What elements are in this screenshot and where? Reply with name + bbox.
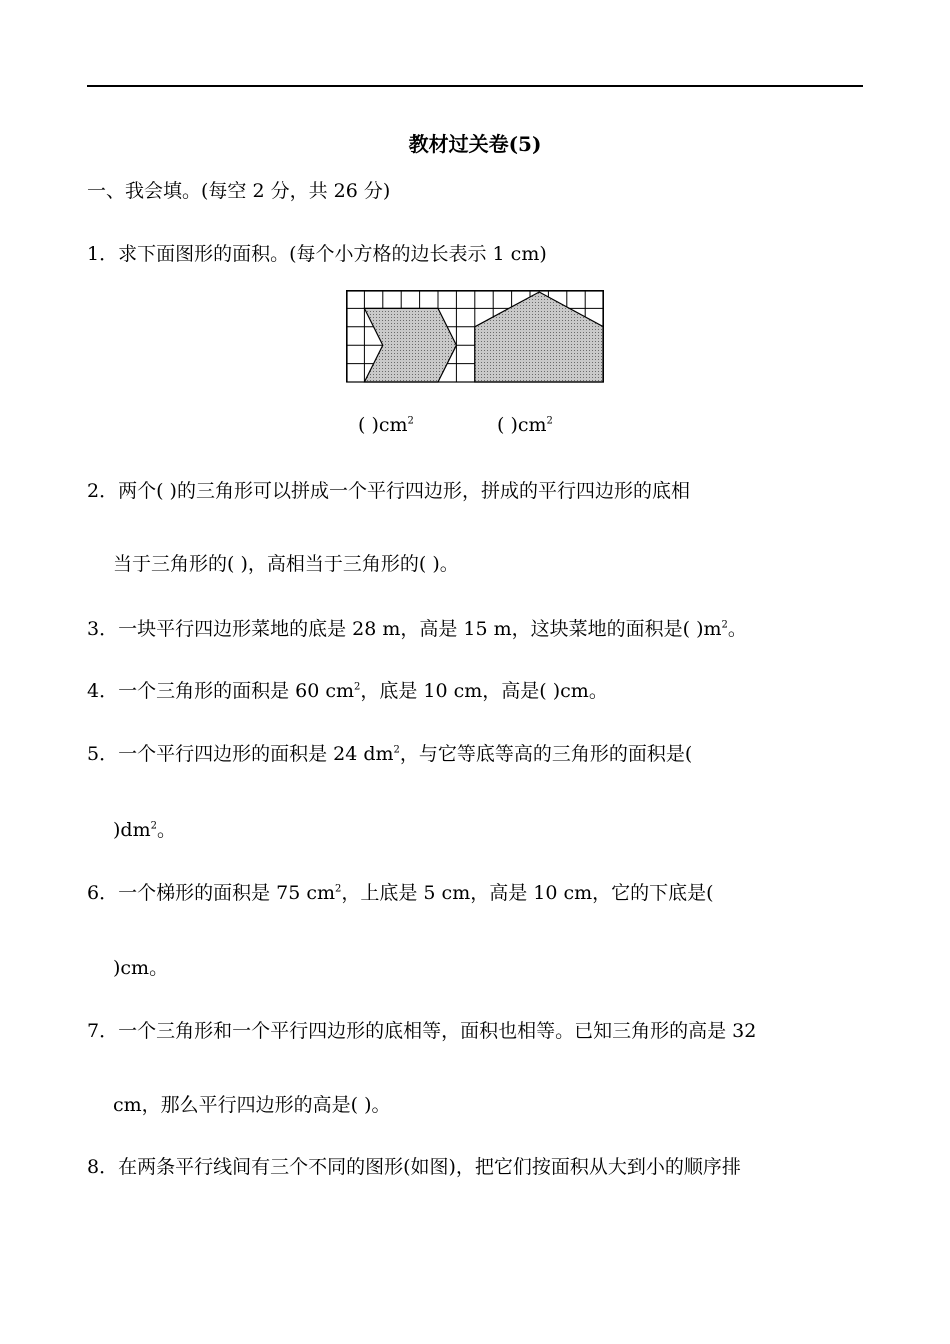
top-rule — [87, 85, 863, 87]
question-2: 2．两个( )的三角形可以拼成一个平行四边形，拼成的平行四边形的底相 — [87, 480, 690, 502]
question-5: 5．一个平行四边形的面积是 24 $dm^2$，与它等底等高的三角形的面积是( — [87, 743, 693, 765]
question-1 — [87, 241, 547, 267]
question-3: 3．一块平行四边形菜地的底是 28 m，高是 15 m，这块菜地的面积是( )$m^2$。 — [87, 618, 747, 640]
question-text: 求下面图形的面积。(每个小方格的边长表示 1 cm) — [118, 243, 547, 265]
question-7: 7．一个三角形和一个平行四边形的底相等，面积也相等。已知三角形的高是 32 — [87, 1020, 757, 1042]
page-title: 教材过关卷(5) — [408, 132, 542, 156]
question-6: 6．一个梯形的面积是 75 $cm^2$，上底是 5 cm，高是 10 cm，它的下底是( — [87, 882, 714, 904]
answer-blank-2: ( )$cm^2$ — [497, 414, 553, 436]
grid-figure — [346, 290, 604, 384]
pentagon-shape — [475, 292, 604, 382]
question-2-cont: 当于三角形的( )，高相当于三角形的( )。 — [113, 553, 459, 575]
question-5-cont: )$dm^2$。 — [113, 819, 176, 841]
question-6-cont: )cm。 — [113, 957, 169, 979]
section-heading: 一、我会填。(每空 2 分，共 26 分) — [87, 180, 391, 202]
question-8: 8．在两条平行线间有三个不同的图形(如图)，把它们按面积从大到小的顺序排 — [87, 1156, 741, 1178]
question-number: 1． — [87, 243, 119, 265]
question-7-cont: cm，那么平行四边形的高是( )。 — [113, 1094, 391, 1116]
question-4: 4．一个三角形的面积是 60 $cm^2$，底是 10 cm，高是( )cm。 — [87, 680, 608, 702]
answer-blank-1: ( )$cm^2$ — [358, 414, 414, 436]
